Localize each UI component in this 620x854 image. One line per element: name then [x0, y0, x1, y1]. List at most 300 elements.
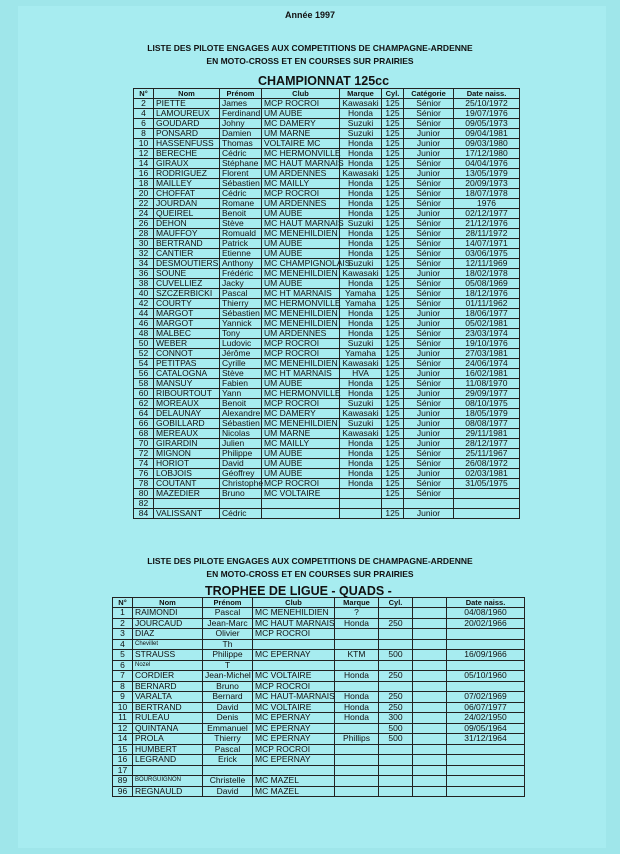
table-cell: 125 — [382, 459, 404, 469]
table-cell: MCP ROCROI — [262, 349, 340, 359]
table-cell: 125 — [382, 389, 404, 399]
table-cell — [203, 765, 253, 776]
table-cell: 125 — [382, 379, 404, 389]
table-cell — [413, 618, 447, 629]
table-row — [134, 359, 520, 369]
table-cell: Sénior — [404, 119, 454, 129]
table-cell — [379, 786, 413, 797]
table-cell: 18/05/1979 — [454, 409, 520, 419]
table-cell: 04/04/1976 — [454, 159, 520, 169]
table-row — [134, 469, 520, 479]
table-cell: UM AUBE — [262, 279, 340, 289]
table-cell: Sénior — [404, 159, 454, 169]
table-cell: 05/08/1969 — [454, 279, 520, 289]
table-cell: 125 — [382, 249, 404, 259]
table-row — [134, 169, 520, 179]
table-cell — [262, 499, 340, 509]
table-cell: GIRAUX — [154, 159, 220, 169]
table-cell — [335, 629, 379, 640]
table-cell — [447, 776, 525, 787]
table-cell: Damien — [220, 129, 262, 139]
header-line-2: EN MOTO-CROSS ET EN COURSES SUR PRAIRIES — [206, 56, 414, 66]
table-row — [134, 99, 520, 109]
table-cell: 21/12/1976 — [454, 219, 520, 229]
table-cell: Kawasaki — [340, 429, 382, 439]
table-cell — [413, 765, 447, 776]
table-cell: 6 — [113, 660, 133, 671]
table-cell: 125 — [382, 119, 404, 129]
table-row — [113, 608, 525, 619]
table-cell — [133, 765, 203, 776]
table-cell: COURTY — [154, 299, 220, 309]
table-cell: Sénior — [404, 379, 454, 389]
table-cell: MC HAUT MARNAIS — [262, 159, 340, 169]
table-cell: ? — [335, 608, 379, 619]
table-cell: 76 — [134, 469, 154, 479]
table-cell: MCP ROCROI — [253, 681, 335, 692]
table-cell: 22 — [134, 199, 154, 209]
table-cell — [413, 776, 447, 787]
table-cell: DEHON — [154, 219, 220, 229]
table-cell: MC MENEHILDIEN — [262, 229, 340, 239]
table-cell: 16/02/1981 — [454, 369, 520, 379]
table-cell: UM ARDENNES — [262, 199, 340, 209]
table-cell: UM AUBE — [262, 209, 340, 219]
championnat-col-header: Catégorie — [404, 89, 454, 99]
table-cell: Benoit — [220, 399, 262, 409]
table-cell: Philippe — [220, 449, 262, 459]
table-cell: 125 — [382, 359, 404, 369]
table-cell: 250 — [379, 671, 413, 682]
table-cell: Sénior — [404, 249, 454, 259]
table-cell: Anthony — [220, 259, 262, 269]
table-cell: RULEAU — [133, 713, 203, 724]
table-row — [134, 309, 520, 319]
table-cell: QUEIREL — [154, 209, 220, 219]
table-cell: STRAUSS — [133, 650, 203, 661]
table-cell: Pascal — [203, 744, 253, 755]
table-cell: 20/02/1966 — [447, 618, 525, 629]
table-cell: MANSUY — [154, 379, 220, 389]
table-cell: 250 — [379, 692, 413, 703]
table-cell: 04/08/1960 — [447, 608, 525, 619]
table-cell: Sénior — [404, 449, 454, 459]
table-cell: Suzuki — [340, 219, 382, 229]
table-cell: Jérôme — [220, 349, 262, 359]
table-row — [134, 379, 520, 389]
table-cell: Honda — [340, 229, 382, 239]
trophee-title: TROPHEE DE LIGUE - QUADS - — [205, 584, 392, 598]
table-cell — [413, 734, 447, 745]
table-cell: Olivier — [203, 629, 253, 640]
table-cell: Jean-Michel — [203, 671, 253, 682]
table-cell: Kawasaki — [340, 409, 382, 419]
table-cell: MCP ROCROI — [262, 339, 340, 349]
table-cell: UM AUBE — [262, 449, 340, 459]
table-cell: 11 — [113, 713, 133, 724]
table-cell: 125 — [382, 229, 404, 239]
table-row — [134, 479, 520, 489]
table-cell: Tony — [220, 329, 262, 339]
table-cell — [335, 744, 379, 755]
table-cell: 6 — [134, 119, 154, 129]
table-cell — [379, 681, 413, 692]
table-cell: 60 — [134, 389, 154, 399]
table-cell: 70 — [134, 439, 154, 449]
table-cell: 06/07/1977 — [447, 702, 525, 713]
table-cell: Honda — [340, 329, 382, 339]
table-cell — [262, 509, 340, 519]
table-cell: 125 — [382, 449, 404, 459]
table-cell: MC MENEHILDIEN — [262, 269, 340, 279]
championnat-table — [133, 88, 520, 519]
table-cell: 17/12/1980 — [454, 149, 520, 159]
table-cell: DESMOUTIERS — [154, 259, 220, 269]
table-cell: Suzuki — [340, 339, 382, 349]
header-block-2 — [0, 555, 620, 581]
table-cell: MAILLEY — [154, 179, 220, 189]
table-cell: 7 — [113, 671, 133, 682]
trophee-body — [113, 608, 525, 797]
table-cell: Etienne — [220, 249, 262, 259]
header-line-1: LISTE DES PILOTE ENGAGES AUX COMPETITIONS DE CHAMPAGNE-ARDENNE — [147, 43, 473, 53]
table-cell: Stéphane — [220, 159, 262, 169]
table-cell: Sénior — [404, 459, 454, 469]
table-cell: 18/06/1977 — [454, 309, 520, 319]
table-cell: 125 — [382, 329, 404, 339]
table-cell: 01/11/1962 — [454, 299, 520, 309]
table-row — [113, 650, 525, 661]
table-row — [134, 459, 520, 469]
table-cell: MARGOT — [154, 309, 220, 319]
table-cell: MCP ROCROI — [253, 744, 335, 755]
table-cell: BERECHE — [154, 149, 220, 159]
table-cell: MC MENEHILDIEN — [253, 608, 335, 619]
table-cell: Junior — [404, 509, 454, 519]
table-cell: Honda — [340, 319, 382, 329]
table-cell: Suzuki — [340, 419, 382, 429]
table-cell: 2 — [113, 618, 133, 629]
table-cell: Frédéric — [220, 269, 262, 279]
table-cell: 80 — [134, 489, 154, 499]
table-cell: Alexandre — [220, 409, 262, 419]
table-cell: Junior — [404, 439, 454, 449]
table-cell: 08/08/1977 — [454, 419, 520, 429]
table-cell: 54 — [134, 359, 154, 369]
table-cell: PROLA — [133, 734, 203, 745]
table-cell: Sénior — [404, 179, 454, 189]
table-cell: 9 — [113, 692, 133, 703]
table-row — [134, 439, 520, 449]
table-row — [113, 639, 525, 650]
table-cell — [253, 660, 335, 671]
table-cell — [154, 499, 220, 509]
table-cell: 29/11/1981 — [454, 429, 520, 439]
table-cell: UM ARDENNES — [262, 169, 340, 179]
table-row — [134, 339, 520, 349]
table-cell: 25/11/1967 — [454, 449, 520, 459]
table-cell: 125 — [382, 239, 404, 249]
table-cell: 18/12/1976 — [454, 289, 520, 299]
championnat-col-header: Club — [262, 89, 340, 99]
table-cell: Junior — [404, 269, 454, 279]
table-cell: Junior — [404, 149, 454, 159]
table-cell: MC MAILLY — [262, 179, 340, 189]
table-cell: Sénior — [404, 219, 454, 229]
table-cell — [379, 639, 413, 650]
table-cell: 19/10/1976 — [454, 339, 520, 349]
table-cell: Honda — [340, 109, 382, 119]
table-cell: MC HAUT-MARNAIS — [253, 692, 335, 703]
table-cell: 29/09/1977 — [454, 389, 520, 399]
table-cell: 58 — [134, 379, 154, 389]
table-cell: Ferdinand — [220, 109, 262, 119]
table-cell: Géoffrey — [220, 469, 262, 479]
table-row — [134, 289, 520, 299]
table-row — [134, 109, 520, 119]
table-cell: 16/09/1966 — [447, 650, 525, 661]
table-row — [113, 629, 525, 640]
table-cell: 09/05/1973 — [454, 119, 520, 129]
table-cell: MCP ROCROI — [262, 99, 340, 109]
table-cell: CORDIER — [133, 671, 203, 682]
table-cell: Bernard — [203, 692, 253, 703]
table-row — [134, 219, 520, 229]
championnat-header-row — [134, 89, 520, 99]
table-cell — [379, 629, 413, 640]
table-cell: 64 — [134, 409, 154, 419]
table-cell: Honda — [340, 479, 382, 489]
table-cell: 08/10/1975 — [454, 399, 520, 409]
table-cell: Phillips — [335, 734, 379, 745]
table-row — [134, 499, 520, 509]
table-cell: Cédric — [220, 149, 262, 159]
table-row — [134, 119, 520, 129]
table-cell: 125 — [382, 289, 404, 299]
trophee-col-header: Club — [253, 598, 335, 608]
table-cell: 250 — [379, 702, 413, 713]
table-cell: MARGOT — [154, 319, 220, 329]
table-cell: Jean-Marc — [203, 618, 253, 629]
table-cell: 56 — [134, 369, 154, 379]
table-cell: Honda — [340, 309, 382, 319]
table-cell: Honda — [335, 618, 379, 629]
table-cell: 05/02/1981 — [454, 319, 520, 329]
table-cell: 62 — [134, 399, 154, 409]
table-cell: 125 — [382, 319, 404, 329]
table-cell: MIGNON — [154, 449, 220, 459]
championnat-col-header: Prénom — [220, 89, 262, 99]
table-cell: Thierry — [220, 299, 262, 309]
table-row — [134, 449, 520, 459]
table-cell: 125 — [382, 109, 404, 119]
table-cell: MCP ROCROI — [262, 479, 340, 489]
table-row — [113, 755, 525, 766]
table-cell: Bruno — [203, 681, 253, 692]
table-row — [113, 660, 525, 671]
table-cell: PETITPAS — [154, 359, 220, 369]
table-cell: Stève — [220, 219, 262, 229]
table-row — [113, 765, 525, 776]
table-cell: MAUFFOY — [154, 229, 220, 239]
table-cell: 125 — [382, 259, 404, 269]
header-year: Année 1997 — [284, 10, 336, 20]
table-cell: 125 — [382, 479, 404, 489]
table-cell: 23/03/1974 — [454, 329, 520, 339]
table-cell: Th — [203, 639, 253, 650]
table-cell: Fabien — [220, 379, 262, 389]
table-cell: Honda — [340, 459, 382, 469]
table-cell: 16 — [113, 755, 133, 766]
table-cell: MC EPERNAY — [253, 734, 335, 745]
table-cell: Sénior — [404, 479, 454, 489]
table-cell: 14/07/1971 — [454, 239, 520, 249]
table-cell: 125 — [382, 279, 404, 289]
table-cell: REGNAULD — [133, 786, 203, 797]
table-cell: 84 — [134, 509, 154, 519]
table-cell: 125 — [382, 299, 404, 309]
table-cell: Sénior — [404, 279, 454, 289]
table-cell: Junior — [404, 139, 454, 149]
table-cell: Suzuki — [340, 129, 382, 139]
table-cell: Honda — [340, 389, 382, 399]
table-cell: 125 — [382, 179, 404, 189]
table-cell: MC DAMERY — [262, 119, 340, 129]
table-cell: HVA — [340, 369, 382, 379]
table-cell: 24/02/1950 — [447, 713, 525, 724]
table-cell: 16 — [134, 169, 154, 179]
table-row — [134, 129, 520, 139]
table-cell: 125 — [382, 349, 404, 359]
table-cell: 32 — [134, 249, 154, 259]
table-cell: 48 — [134, 329, 154, 339]
table-row — [134, 399, 520, 409]
table-cell: Kawasaki — [340, 99, 382, 109]
table-cell: Florent — [220, 169, 262, 179]
table-cell: GOUDARD — [154, 119, 220, 129]
table-cell — [413, 702, 447, 713]
table-cell: 12/11/1969 — [454, 259, 520, 269]
table-cell: 31/12/1964 — [447, 734, 525, 745]
table-cell: Honda — [340, 199, 382, 209]
table-cell: UM AUBE — [262, 459, 340, 469]
table-cell: Romuald — [220, 229, 262, 239]
table-row — [113, 681, 525, 692]
table-cell: UM AUBE — [262, 469, 340, 479]
table-cell: 28/11/1972 — [454, 229, 520, 239]
table-cell: Johny — [220, 119, 262, 129]
table-row — [134, 409, 520, 419]
table-cell — [382, 499, 404, 509]
table-cell: Sénior — [404, 109, 454, 119]
table-cell: MC HERMONVILLE — [262, 149, 340, 159]
table-cell: Nicolas — [220, 429, 262, 439]
table-row — [134, 139, 520, 149]
table-cell: Denis — [203, 713, 253, 724]
table-cell: Chevillet — [133, 639, 203, 650]
table-cell: 14 — [113, 734, 133, 745]
table-cell: 125 — [382, 509, 404, 519]
table-cell: UM AUBE — [262, 249, 340, 259]
table-cell: 2 — [134, 99, 154, 109]
table-cell: VALISSANT — [154, 509, 220, 519]
table-row — [134, 199, 520, 209]
table-cell: MCP ROCROI — [253, 629, 335, 640]
table-row — [113, 723, 525, 734]
table-row — [134, 209, 520, 219]
table-cell: Kawasaki — [340, 269, 382, 279]
table-cell: 40 — [134, 289, 154, 299]
table-cell: CATALOGNA — [154, 369, 220, 379]
table-cell — [340, 499, 382, 509]
table-cell: Thomas — [220, 139, 262, 149]
table-cell: 500 — [379, 734, 413, 745]
table-cell: Honda — [340, 449, 382, 459]
trophee-col-header — [413, 598, 447, 608]
table-cell: Honda — [340, 159, 382, 169]
table-cell: Junior — [404, 309, 454, 319]
table-cell: Junior — [404, 169, 454, 179]
table-cell — [379, 660, 413, 671]
table-cell: T — [203, 660, 253, 671]
table-cell: VARALTA — [133, 692, 203, 703]
table-cell: 125 — [382, 399, 404, 409]
table-cell: KTM — [335, 650, 379, 661]
table-row — [134, 269, 520, 279]
trophee-col-header: Cyl. — [379, 598, 413, 608]
table-row — [134, 419, 520, 429]
table-cell — [335, 639, 379, 650]
table-cell: Honda — [335, 692, 379, 703]
table-cell: 82 — [134, 499, 154, 509]
table-cell: MC EPERNAY — [253, 723, 335, 734]
table-cell: Honda — [340, 209, 382, 219]
table-cell: 125 — [382, 99, 404, 109]
table-cell: UM MARNE — [262, 429, 340, 439]
table-cell: Honda — [340, 279, 382, 289]
table-cell: Christelle — [203, 776, 253, 787]
table-cell: Honda — [340, 439, 382, 449]
table-row — [134, 349, 520, 359]
table-cell: David — [220, 459, 262, 469]
table-cell: RODRIGUEZ — [154, 169, 220, 179]
table-cell: Yamaha — [340, 349, 382, 359]
table-cell: MAZEDIER — [154, 489, 220, 499]
table-cell: 125 — [382, 339, 404, 349]
table-cell: CONNOT — [154, 349, 220, 359]
table-cell: 12 — [113, 723, 133, 734]
table-cell — [335, 755, 379, 766]
table-cell: UM AUBE — [262, 239, 340, 249]
table-cell: 125 — [382, 209, 404, 219]
table-cell: 09/05/1964 — [447, 723, 525, 734]
table-cell — [454, 499, 520, 509]
table-cell: 20/09/1973 — [454, 179, 520, 189]
table-cell: CUVELLIEZ — [154, 279, 220, 289]
table-row — [113, 618, 525, 629]
table-cell: 250 — [379, 618, 413, 629]
table-cell: Honda — [340, 179, 382, 189]
table-cell: 125 — [382, 159, 404, 169]
trophee-col-header: N° — [113, 598, 133, 608]
table-cell — [413, 692, 447, 703]
table-cell: MC HERMONVILLE — [262, 389, 340, 399]
table-row — [134, 229, 520, 239]
table-cell: 8 — [113, 681, 133, 692]
trophee-col-header: Marque — [335, 598, 379, 608]
table-cell: 125 — [382, 429, 404, 439]
championnat-body — [134, 99, 520, 519]
